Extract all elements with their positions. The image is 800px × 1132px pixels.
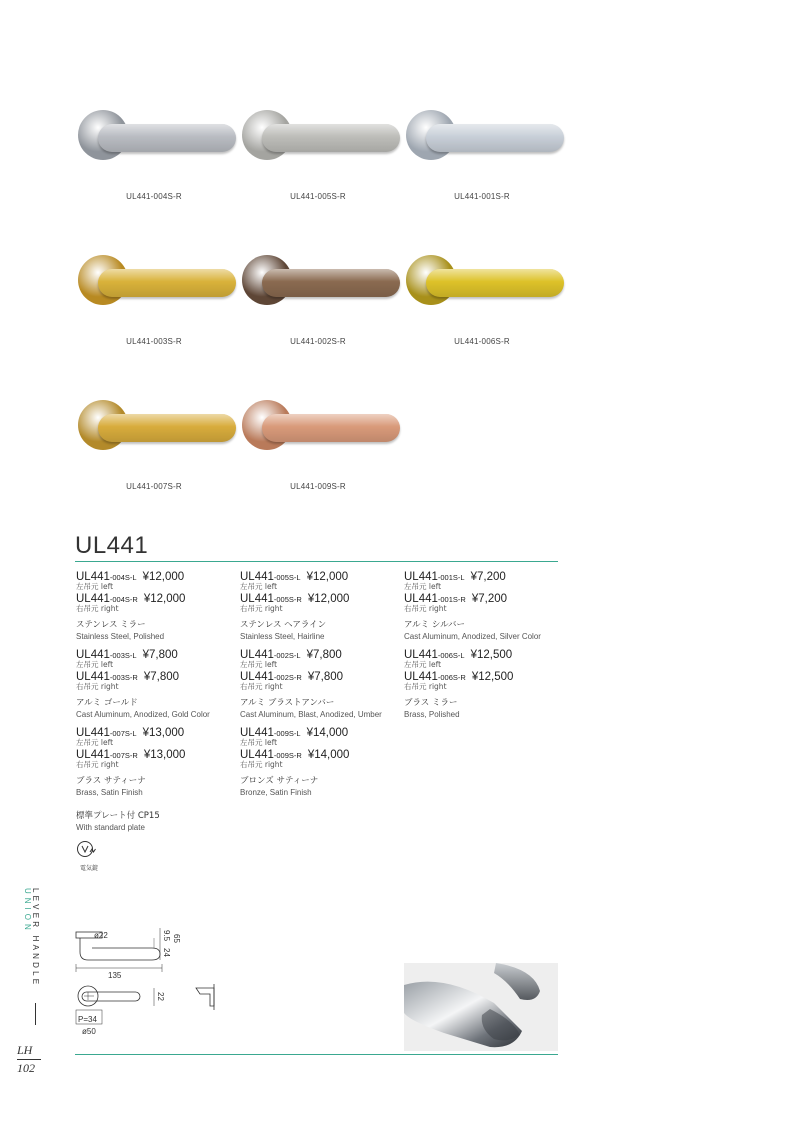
handle-highlight [426, 124, 564, 152]
hinge-side: 左吊元 left [240, 660, 278, 669]
dim-d2: 135 [108, 971, 122, 980]
sidebar-divider [35, 1003, 36, 1025]
bottom-divider [75, 1054, 558, 1055]
price: ¥7,800 [143, 671, 180, 683]
standard-plate-jp: 標準プレート付 CP15 [76, 811, 160, 821]
model-number: UL441 [240, 571, 274, 583]
model-number: UL441 [404, 571, 438, 583]
model-number: UL441 [404, 671, 438, 683]
model-suffix: -002S-L [273, 651, 301, 660]
price: ¥7,200 [470, 571, 506, 583]
finish-name-jp: アルミ ゴールド [76, 698, 138, 708]
dim-d3: 24 [162, 948, 171, 957]
swatch-caption: UL441-007S-R [126, 482, 182, 491]
model-suffix: -002S-R [273, 673, 302, 682]
price: ¥12,000 [142, 571, 185, 583]
lever-handle-image [242, 255, 402, 325]
model-suffix: -005S-R [273, 595, 302, 604]
hinge-side: 右吊元 right [240, 682, 283, 691]
finish-name-jp: アルミ シルバー [404, 620, 466, 630]
model-suffix: -003S-R [109, 673, 138, 682]
price-column-3 [404, 571, 569, 727]
finish-group [404, 649, 569, 720]
dimension-drawing [70, 922, 230, 1042]
swatch-caption: UL441-005S-R [290, 192, 346, 201]
handle-highlight [98, 269, 236, 297]
page-number: 102 [17, 1061, 35, 1075]
model-number: UL441 [240, 649, 274, 661]
model-suffix: -001S-L [437, 573, 465, 582]
price: ¥13,000 [142, 727, 185, 739]
model-number: UL441 [404, 593, 438, 605]
swatch-caption: UL441-004S-R [126, 192, 182, 201]
price: ¥14,000 [306, 727, 349, 739]
handle-highlight [262, 414, 400, 442]
dim-d4: 9.5 [162, 930, 171, 942]
standard-plate-note [76, 810, 160, 833]
lever-closeup-image [404, 963, 558, 1051]
finish-name-jp: アルミ ブラストアンバー [240, 698, 335, 708]
price-column-2 [240, 571, 405, 805]
price: ¥7,800 [306, 649, 342, 661]
price: ¥13,000 [143, 749, 186, 761]
finish-group [76, 649, 241, 720]
electric-lock-mark [76, 840, 102, 872]
dim-d1: ø22 [94, 931, 108, 940]
model-number: UL441 [76, 727, 110, 739]
swatch-caption: UL441-002S-R [290, 337, 346, 346]
dim-d6: 22 [156, 992, 165, 1001]
finish-group [76, 727, 241, 798]
handle-highlight [98, 124, 236, 152]
model-suffix: -001S-R [437, 595, 466, 604]
lever-handle-image [242, 110, 402, 180]
price: ¥7,800 [142, 649, 178, 661]
hinge-side: 左吊元 left [404, 660, 442, 669]
model-number: UL441 [76, 649, 110, 661]
finish-name-jp: ブラス サティーナ [76, 776, 146, 786]
handle-highlight [426, 269, 564, 297]
hinge-side: 右吊元 right [404, 682, 447, 691]
finish-name-en: Cast Aluminum, Anodized, Gold Color [76, 710, 210, 719]
model-suffix: -007S-L [109, 729, 137, 738]
model-number: UL441 [76, 571, 110, 583]
model-number: UL441 [76, 593, 110, 605]
electric-lock-label: 電気錠 [79, 865, 98, 872]
section-code: LH [17, 1043, 33, 1057]
dim-d5: 65 [172, 934, 181, 943]
price: ¥7,800 [307, 671, 344, 683]
model-suffix: -009S-L [273, 729, 301, 738]
finish-name-jp: ステンレス ミラー [76, 620, 146, 630]
price: ¥12,000 [307, 593, 350, 605]
hinge-side: 左吊元 left [240, 738, 278, 747]
model-number: UL441 [240, 593, 274, 605]
hinge-side: 右吊元 right [240, 760, 283, 769]
model-number: UL441 [76, 671, 110, 683]
hinge-side: 右吊元 right [76, 604, 119, 613]
price: ¥7,200 [471, 593, 508, 605]
hinge-side: 右吊元 right [76, 760, 119, 769]
finish-name-en: Stainless Steel, Polished [76, 632, 165, 641]
hinge-side: 左吊元 left [76, 738, 114, 747]
model-suffix: -004S-L [109, 573, 137, 582]
price: ¥12,500 [470, 649, 513, 661]
section-divider [17, 1059, 41, 1060]
hinge-side: 右吊元 right [76, 682, 119, 691]
hinge-side: 左吊元 left [76, 582, 114, 591]
model-suffix: -003S-L [109, 651, 137, 660]
dim-d8: ø50 [82, 1027, 96, 1036]
hinge-side: 右吊元 right [240, 604, 283, 613]
model-suffix: -007S-R [109, 751, 138, 760]
price: ¥14,000 [307, 749, 350, 761]
lever-handle-image [78, 400, 238, 470]
standard-plate-en: With standard plate [76, 823, 145, 832]
finish-group [404, 571, 569, 642]
finish-name-en: Bronze, Satin Finish [240, 788, 312, 797]
sidebar-brand: UNION [23, 888, 32, 934]
model-number: UL441 [76, 749, 110, 761]
finish-name-jp: ステンレス ヘアライン [240, 620, 327, 630]
dim-d7: P=34 [78, 1015, 97, 1024]
lever-handle-image [406, 110, 566, 180]
finish-name-en: Brass, Polished [404, 710, 460, 719]
swatch-caption: UL441-003S-R [126, 337, 182, 346]
lever-handle-image [78, 255, 238, 325]
lever-handle-image [242, 400, 402, 470]
electric-lock-icon [76, 840, 98, 858]
handle-highlight [98, 414, 236, 442]
finish-group [240, 727, 405, 798]
model-number: UL441 [404, 649, 438, 661]
price: ¥12,000 [306, 571, 349, 583]
page-title: UL441 [75, 532, 149, 559]
price: ¥12,000 [143, 593, 186, 605]
finish-name-en: Cast Aluminum, Blast, Anodized, Umber [240, 710, 382, 719]
lever-handle-image [406, 255, 566, 325]
price-column-1 [76, 571, 241, 805]
title-divider [75, 561, 558, 562]
model-suffix: -009S-R [273, 751, 302, 760]
model-suffix: -004S-R [109, 595, 138, 604]
finish-name-jp: ブラス ミラー [404, 698, 458, 708]
swatch-caption: UL441-001S-R [454, 192, 510, 201]
finish-name-jp: ブロンズ サティーナ [240, 776, 319, 786]
lever-handle-image [78, 110, 238, 180]
finish-name-en: Cast Aluminum, Anodized, Silver Color [404, 632, 541, 641]
price: ¥12,500 [471, 671, 514, 683]
finish-group [240, 571, 405, 642]
hinge-side: 左吊元 left [240, 582, 278, 591]
top-view [76, 928, 162, 972]
finish-group [76, 571, 241, 642]
swatch-caption: UL441-006S-R [454, 337, 510, 346]
hinge-side: 左吊元 left [76, 660, 114, 669]
handle-highlight [262, 124, 400, 152]
hinge-side: 右吊元 right [404, 604, 447, 613]
swatch-caption: UL441-009S-R [290, 482, 346, 491]
finish-name-en: Stainless Steel, Hairline [240, 632, 325, 641]
side-view [196, 984, 214, 1010]
finish-name-en: Brass, Satin Finish [76, 788, 143, 797]
lever-closeup-photo [404, 963, 558, 1051]
sidebar-product-line: LEVER HANDLE [31, 888, 40, 988]
model-suffix: -006S-R [437, 673, 466, 682]
model-suffix: -006S-L [437, 651, 465, 660]
model-number: UL441 [240, 749, 274, 761]
finish-group [240, 649, 405, 720]
model-number: UL441 [240, 727, 274, 739]
hinge-side: 左吊元 left [404, 582, 442, 591]
handle-highlight [262, 269, 400, 297]
model-number: UL441 [240, 671, 274, 683]
model-suffix: -005S-L [273, 573, 301, 582]
